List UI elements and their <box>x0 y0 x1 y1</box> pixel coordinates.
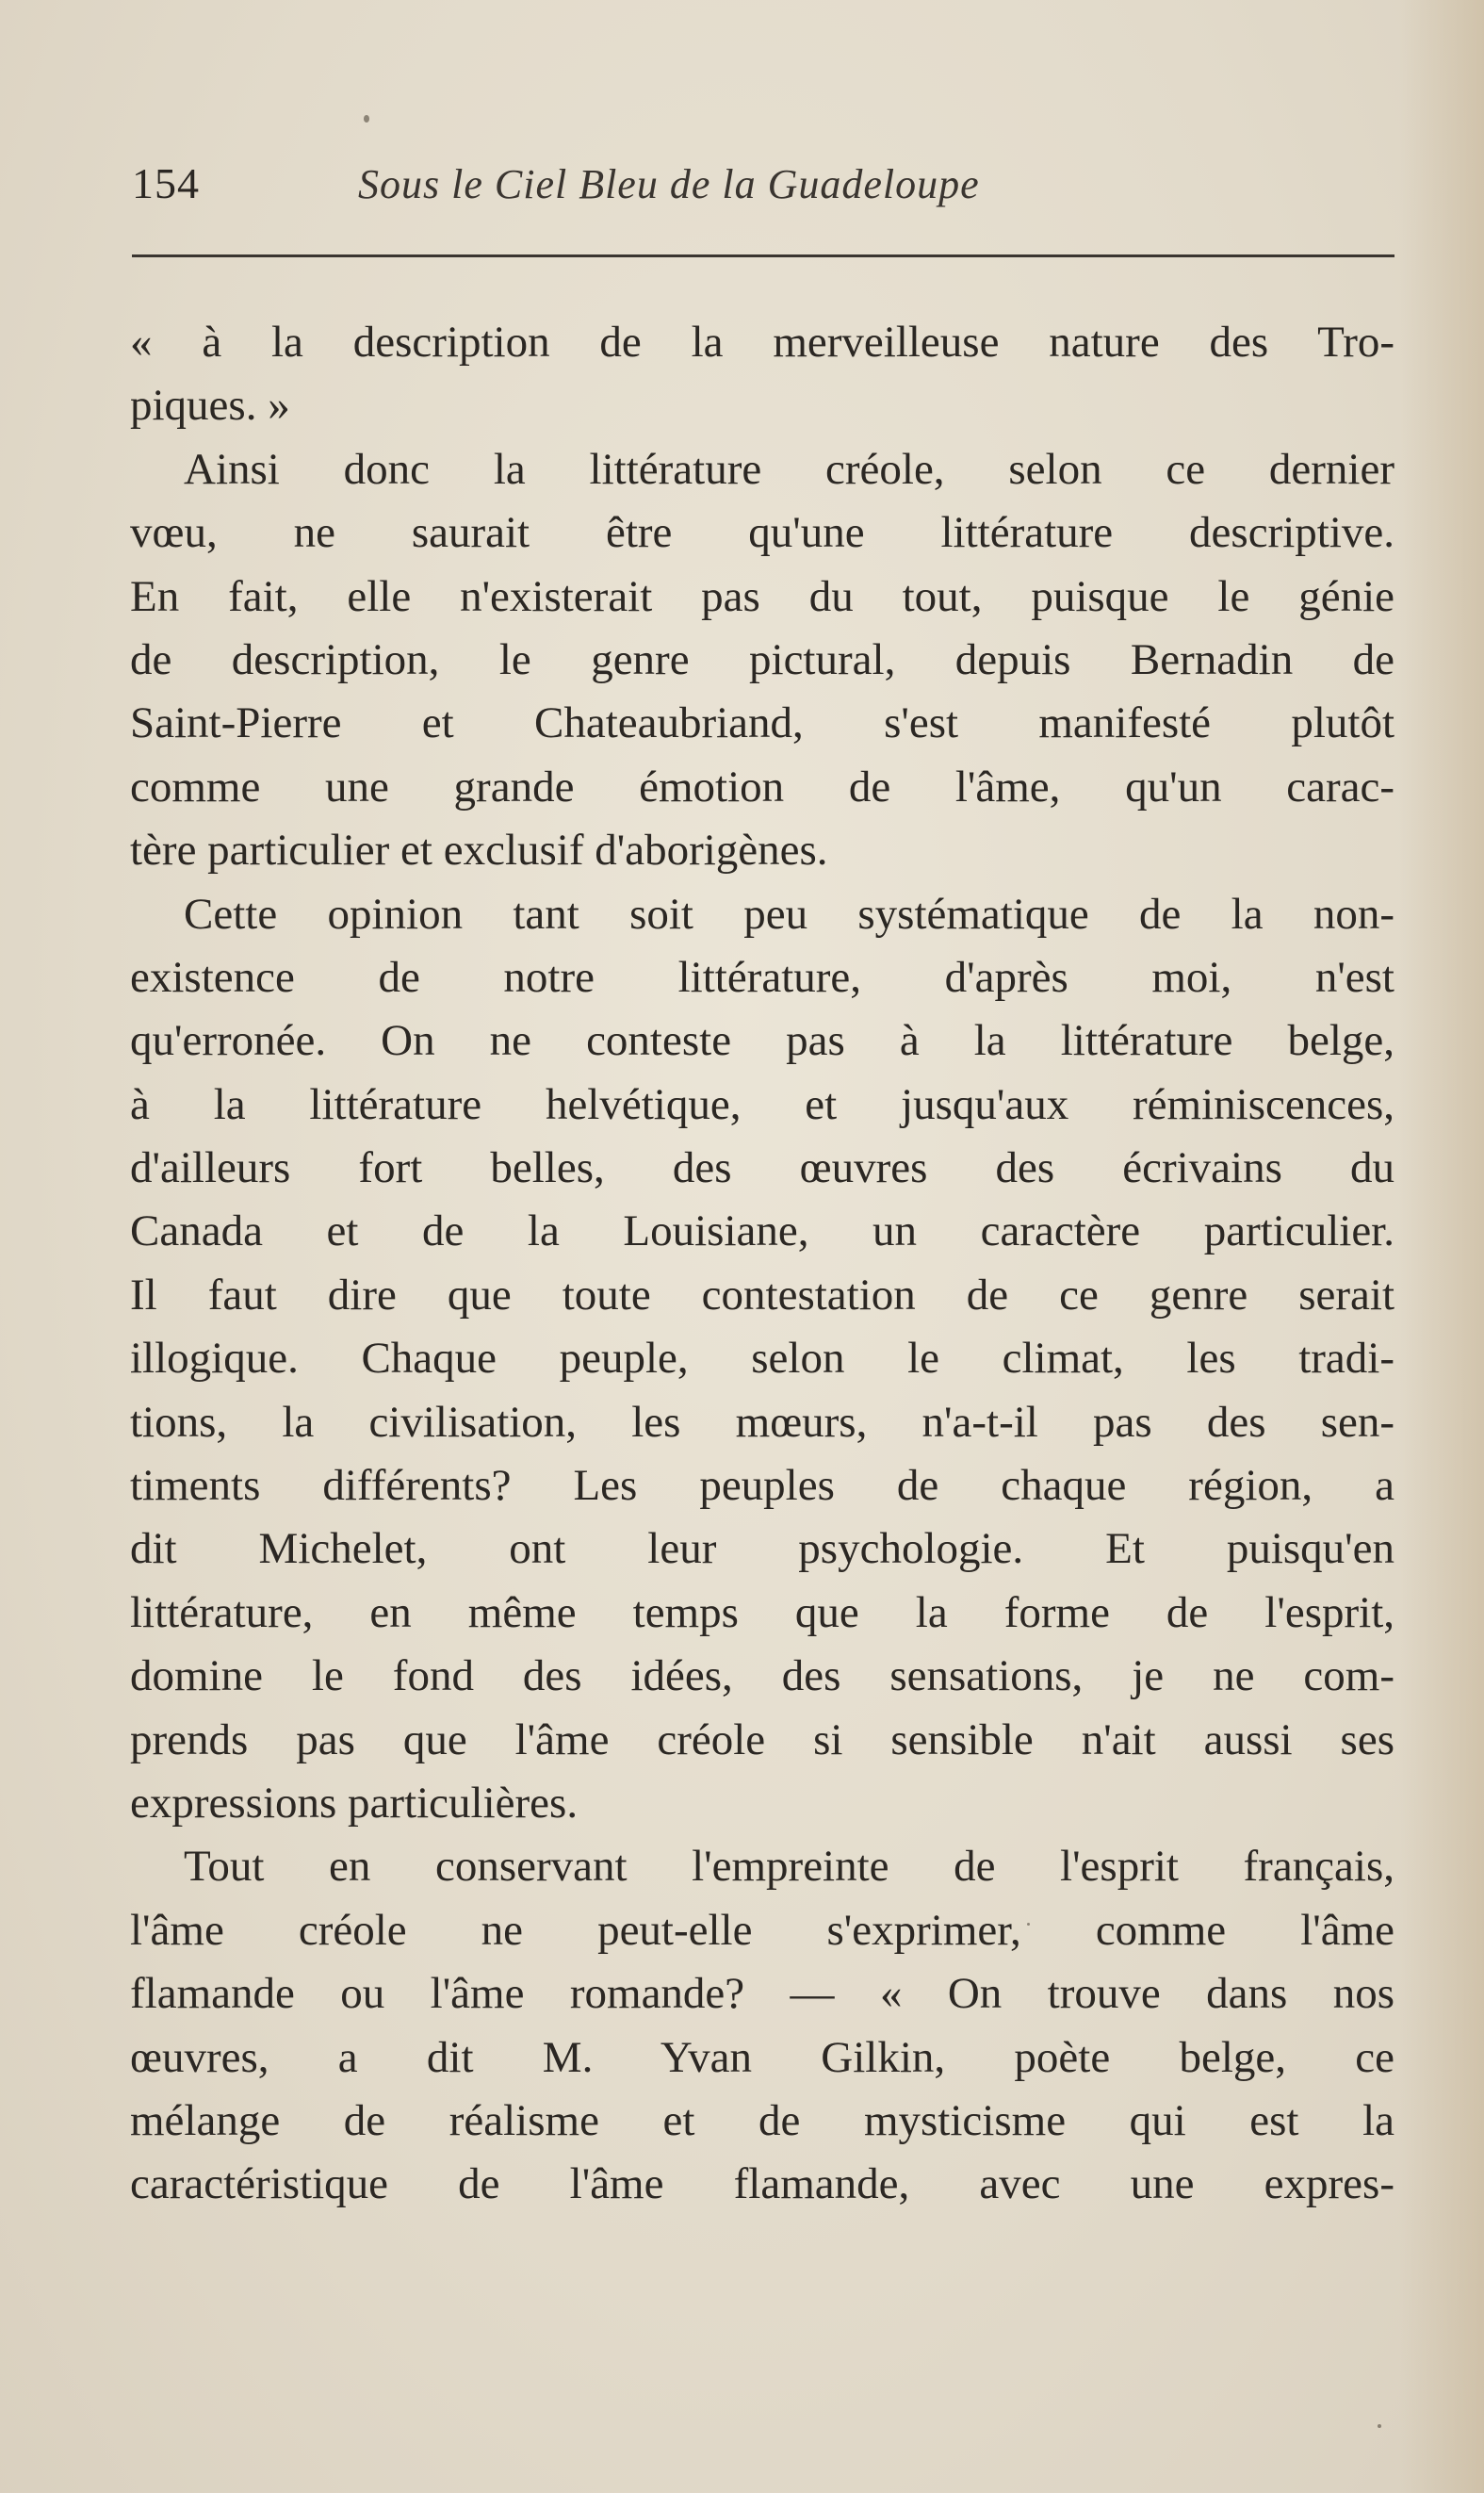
header-rule <box>132 254 1394 257</box>
text-line: littérature, en même temps que la forme de l'esprit, <box>130 1587 1394 1637</box>
text-line: tions, la civilisation, les mœurs, n'a-t-il pas des sen- <box>130 1397 1394 1447</box>
text-line: caractéristique de l'âme flamande, avec une expres- <box>130 2159 1394 2209</box>
running-header <box>132 158 1394 215</box>
page-number: 154 <box>132 159 200 207</box>
text-line: d'ailleurs fort belles, des œuvres des écrivains du <box>130 1143 1394 1193</box>
text-line: l'âme créole ne peut-elle s'exprimer, comme l'âme <box>130 1905 1394 1955</box>
text-line: existence de notre littérature, d'après moi, n'est <box>130 952 1394 1002</box>
text-line: à la littérature helvétique, et jusqu'aux réminiscences, <box>130 1079 1394 1129</box>
text-line: de description, le genre pictural, depuis Bernadin de <box>130 634 1394 684</box>
text-line: vœu, ne saurait être qu'une littérature descriptive. <box>130 508 1394 558</box>
text-line: œuvres, a dit M. Yvan Gilkin, poète belge, ce <box>130 2032 1394 2082</box>
text-line: mélange de réalisme et de mysticisme qui est la <box>130 2095 1394 2145</box>
text-line: qu'erronée. On ne conteste pas à la littérature belge, <box>130 1016 1394 1066</box>
text-line: Cette opinion tant soit peu systématique de la non- <box>184 889 1394 939</box>
text-line: piques. » <box>130 381 290 431</box>
text-line: Canada et de la Louisiane, un caractère particulier. <box>130 1206 1394 1256</box>
text-line: timents différents? Les peuples de chaque région, a <box>130 1461 1394 1511</box>
text-line: prends pas que l'âme créole si sensible n'ait aussi ses <box>130 1714 1394 1764</box>
page-edge-shading <box>1399 0 1484 2493</box>
text-line: « à la description de la merveilleuse nature des Tro- <box>130 318 1394 367</box>
text-line: illogique. Chaque peuple, selon le climat, les tradi- <box>130 1334 1394 1384</box>
text-line: flamande ou l'âme romande? — « On trouve dans nos <box>130 1969 1394 2019</box>
text-line: Il faut dire que toute contestation de ce genre serait <box>130 1270 1394 1320</box>
text-line: Ainsi donc la littérature créole, selon ce dernier <box>184 444 1394 494</box>
text-line: Saint-Pierre et Chateaubriand, s'est manifesté plutôt <box>130 698 1394 748</box>
text-line: comme une grande émotion de l'âme, qu'un carac- <box>130 762 1394 812</box>
text-line: tère particulier et exclusif d'aborigènes. <box>130 826 828 876</box>
body-text <box>130 311 1394 2217</box>
text-line: dit Michelet, ont leur psychologie. Et puisqu'en <box>130 1524 1394 1574</box>
text-line: En fait, elle n'existerait pas du tout, puisque le génie <box>130 571 1394 621</box>
text-line: expressions particulières. <box>130 1778 579 1828</box>
running-title: Sous le Ciel Bleu de la Guadeloupe <box>358 161 980 207</box>
ink-speck <box>1378 2424 1381 2428</box>
text-line: domine le fond des idées, des sensations, je ne com- <box>130 1651 1394 1701</box>
text-line: Tout en conservant l'empreinte de l'esprit français, <box>184 1842 1394 1892</box>
ink-speck <box>364 115 369 123</box>
